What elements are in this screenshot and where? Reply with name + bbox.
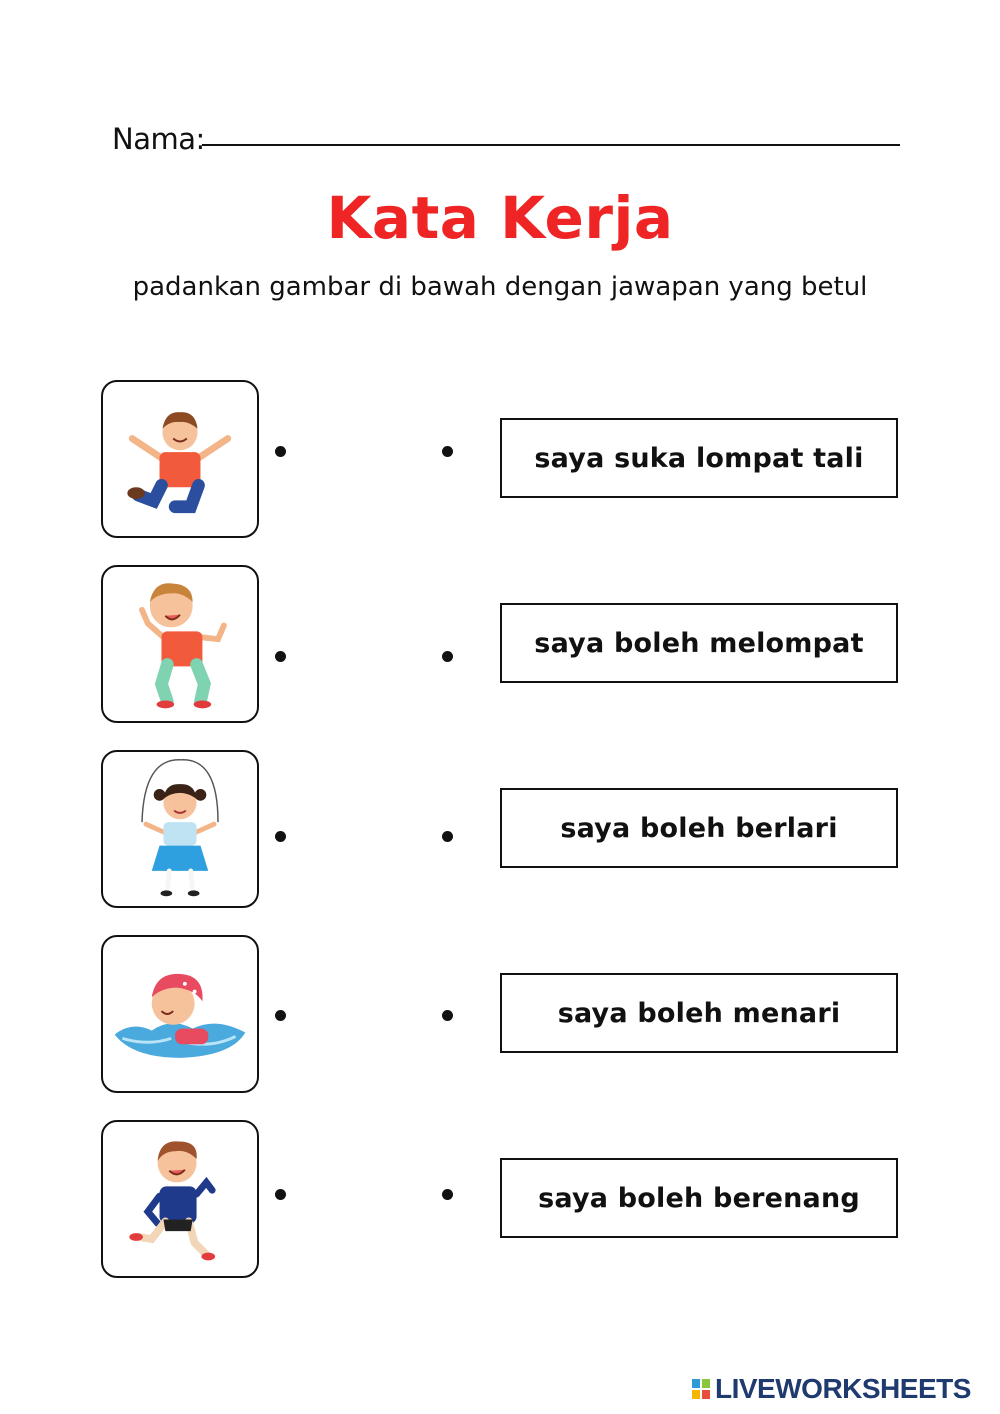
right-match-dot-1[interactable]: [442, 446, 453, 457]
picture-card-4: [101, 935, 259, 1093]
answer-text: saya boleh berenang: [538, 1182, 860, 1214]
right-match-dot-5[interactable]: [442, 1189, 453, 1200]
picture-card-1: [101, 380, 259, 538]
left-match-dot-5[interactable]: [275, 1189, 286, 1200]
liveworksheets-logo: [692, 1374, 971, 1404]
answer-text: saya boleh menari: [557, 997, 841, 1029]
answer-text: saya boleh berlari: [560, 812, 838, 844]
right-match-dot-2[interactable]: [442, 651, 453, 662]
right-match-dot-3[interactable]: [442, 831, 453, 842]
left-match-dot-1[interactable]: [275, 446, 286, 457]
answer-text: saya suka lompat tali: [534, 442, 864, 474]
picture-card-2: [101, 565, 259, 723]
name-row: [112, 118, 902, 158]
swimming-child-icon: [103, 937, 257, 1091]
answer-box-1: [500, 418, 898, 498]
picture-card-5: [101, 1120, 259, 1278]
answer-box-5: [500, 1158, 898, 1238]
jumping-boy-icon: [103, 382, 257, 536]
answer-text: saya boleh melompat: [534, 627, 864, 659]
liveworksheets-logo-icon: [692, 1377, 712, 1401]
picture-card-3: [101, 750, 259, 908]
left-match-dot-4[interactable]: [275, 1010, 286, 1021]
name-label: Nama:: [112, 122, 205, 156]
worksheet-title: Kata Kerja: [326, 184, 674, 252]
brand-name: LIVEWORKSHEETS: [715, 1373, 971, 1404]
right-match-dot-4[interactable]: [442, 1010, 453, 1021]
answer-box-2: [500, 603, 898, 683]
skipping-rope-girl-icon: [103, 752, 257, 906]
dancing-boy-icon: [103, 567, 257, 721]
name-line[interactable]: [202, 144, 900, 146]
running-boy-icon: [103, 1122, 257, 1276]
left-match-dot-3[interactable]: [275, 831, 286, 842]
answer-box-4: [500, 973, 898, 1053]
left-match-dot-2[interactable]: [275, 651, 286, 662]
answer-box-3: [500, 788, 898, 868]
worksheet-instruction: padankan gambar di bawah dengan jawapan yang betul: [132, 272, 868, 302]
